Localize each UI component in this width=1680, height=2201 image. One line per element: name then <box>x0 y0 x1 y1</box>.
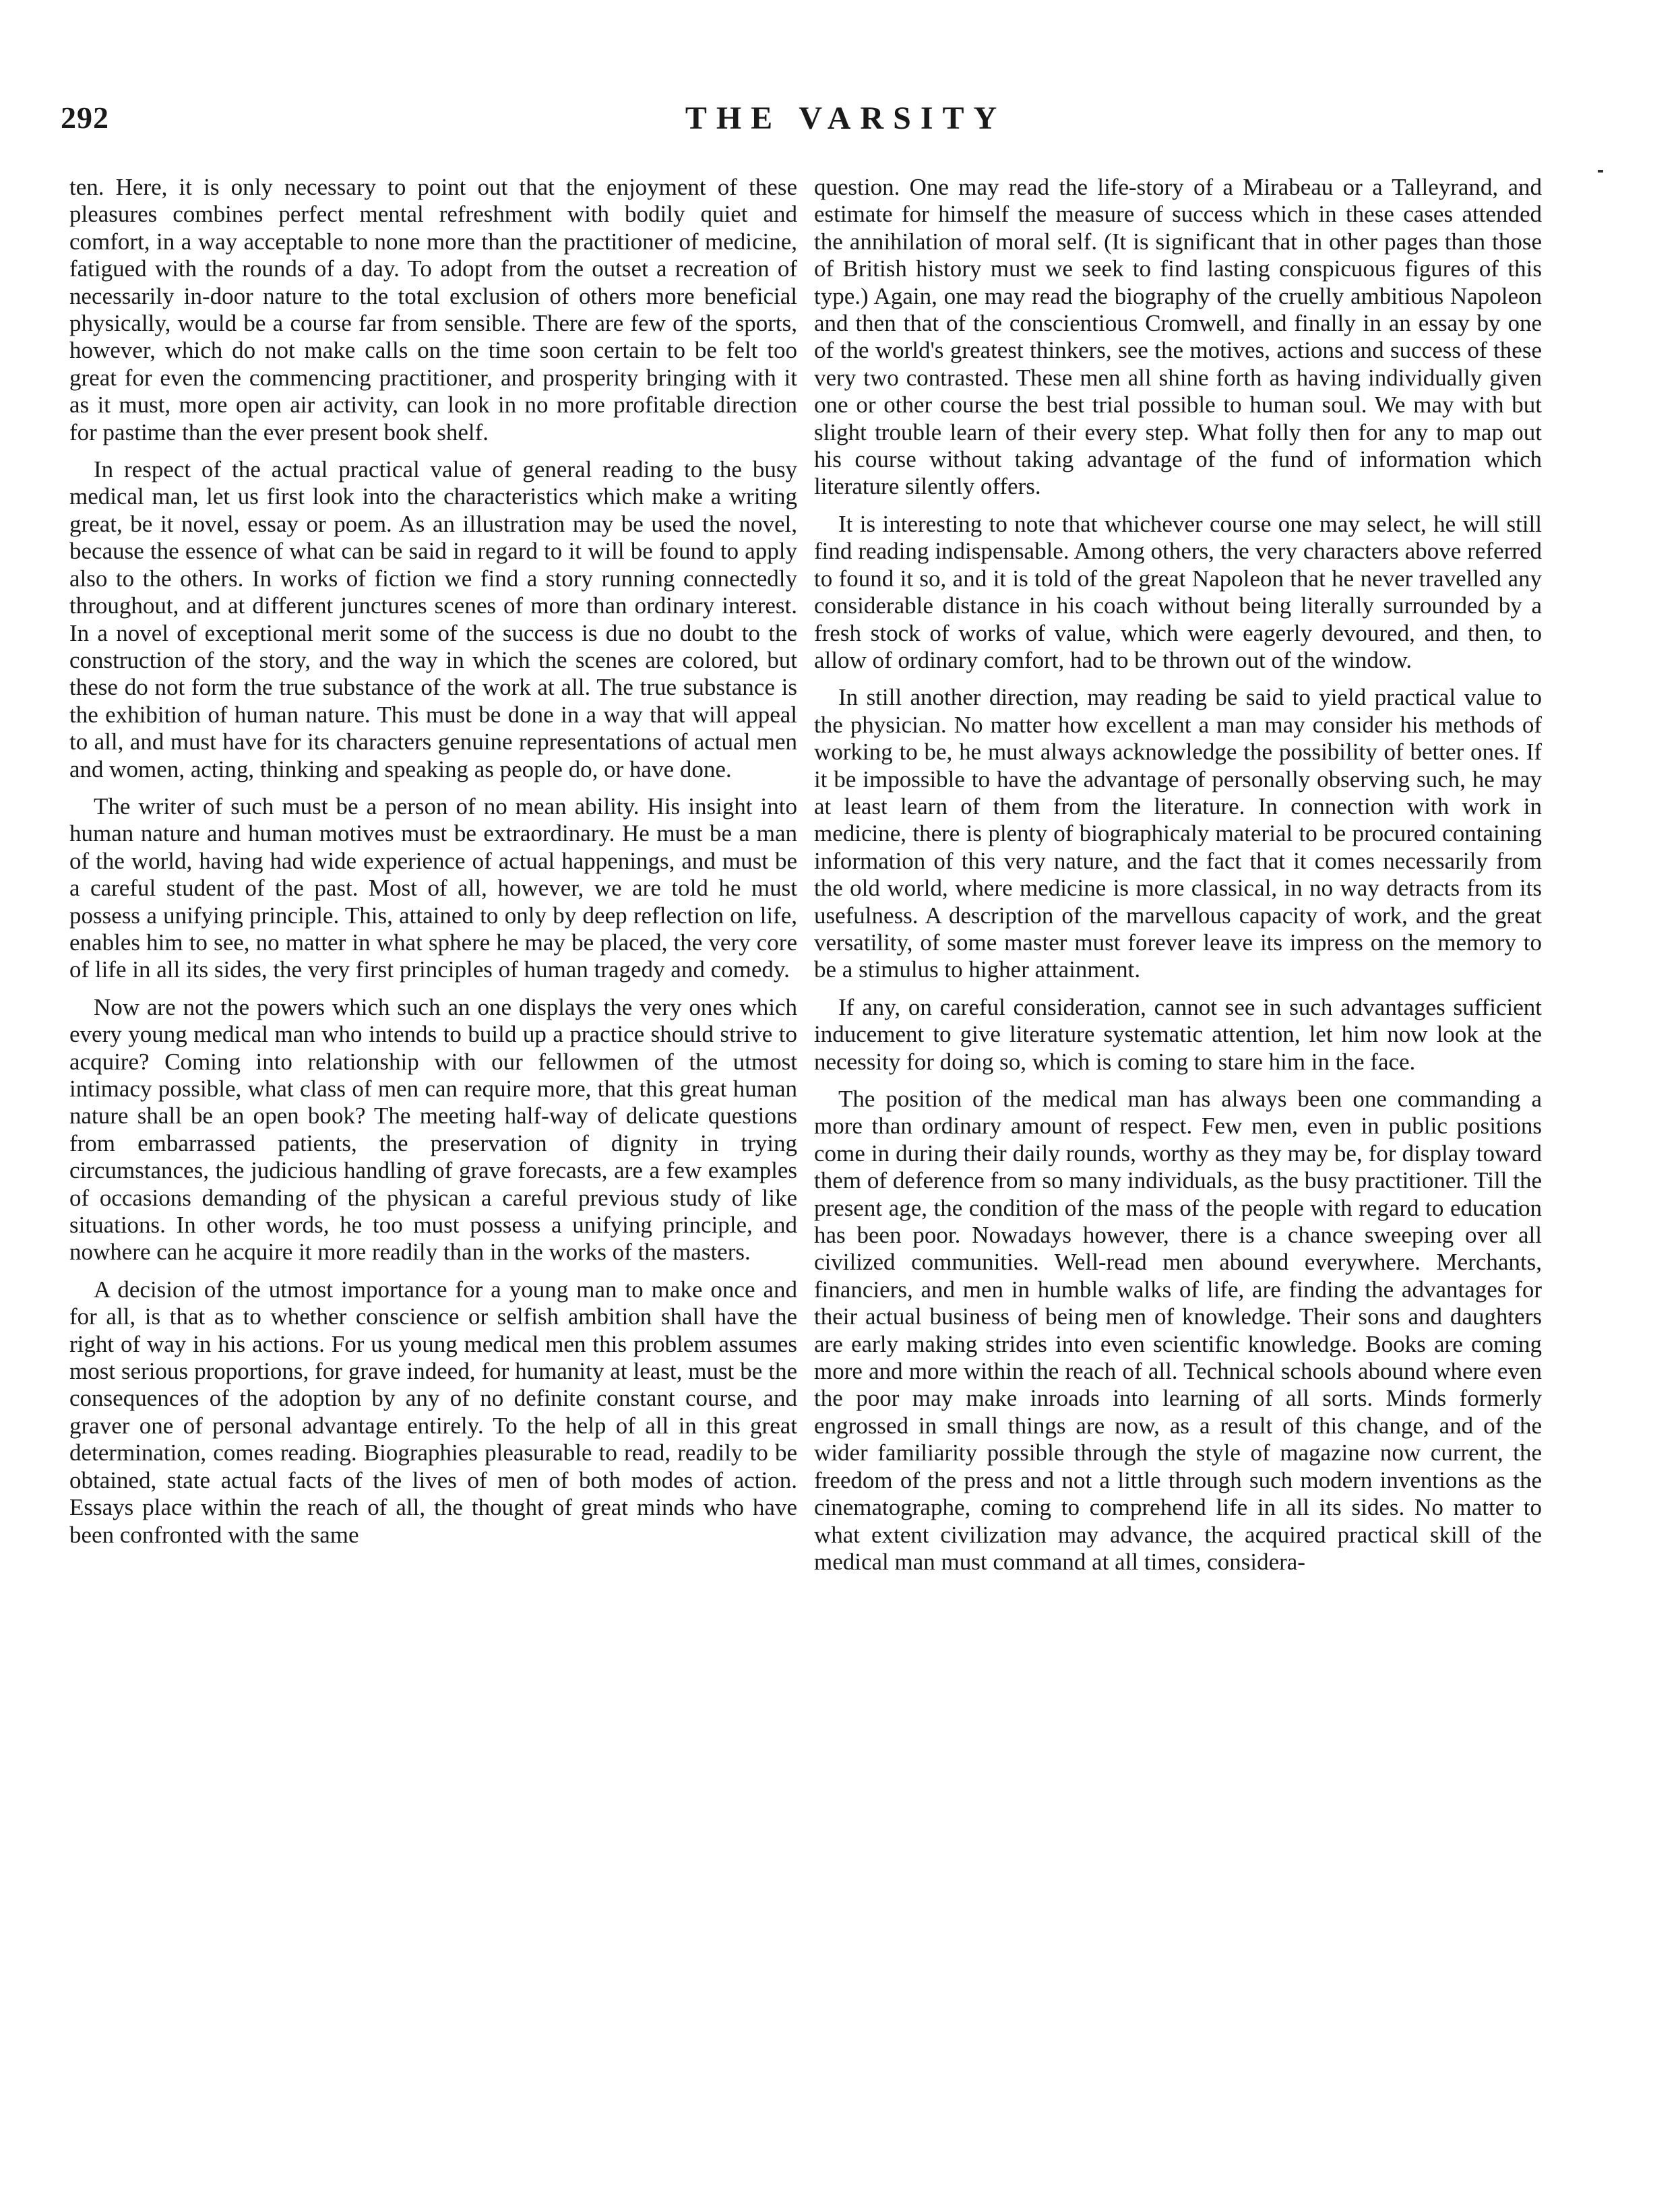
paragraph: ten. Here, it is only necessary to point out that the enjoyment of these pleasures combines perfect mental refreshment with bodily quiet and comfort, in a way acceptable to none more than the practitioner of medicine, fatigued with the rounds of a day. To adopt from the outset a recreation of necessarily in-door nature to the total exclusion of others more beneficial physically, would be a course far from sensible. There are few of the sports, however, which do not make calls on the time soon certain to be felt too great for even the commencing practitioner, and prosperity bringing with it as it must, more open air activity, can look in no more profitable direction for pastime than the ever present book shelf. <box>69 174 797 445</box>
paragraph: A decision of the utmost importance for a young man to make once and for all, is that as to whether conscience or selfish ambition shall have the right of way in his actions. For us young medical men this problem assumes most serious proportions, for grave indeed, for humanity at least, must be the consequences of the adoption by any of no definite constant course, and graver one of personal advantage entirely. To the help of all in this great determination, comes reading. Biographies pleasurable to read, readily to be obtained, state actual facts of the lives of men of both modes of action. Essays place within the reach of all, the thought of great minds who have been confronted with the same <box>69 1276 797 1548</box>
paragraph: question. One may read the life-story of a Mirabeau or a Talleyrand, and estimate for himself the measure of success which in these cases attended the annihilation of moral self. (It is significant that in other pages than those of British history must we seek to find lasting conspicuous figures of this type.) Again, one may read the biography of the cruelly ambitious Napoleon and then that of the conscientious Cromwell, and finally in an essay by one of the world's greatest thinkers, see the motives, actions and success of these very two contrasted. These men all shine forth as having individually given one or other course the best trial possible to human soul. We may with but slight trouble learn of their every step. What folly then for any to map out his course without taking advantage of the fund of information which literature silently offers. <box>814 174 1542 500</box>
paragraph: In still another direction, may reading be said to yield practical value to the physician. No matter how excellent a man may consider his methods of working to be, he must always acknowledge the possibility of better ones. If it be impossible to have the advantage of personally observing such, he may at least learn of them from the literature. In connection with work in medicine, there is plenty of biographicaly material to be procured containing information of this very nature, and the fact that it comes necessarily from the old world, where medicine is more classical, in no way detracts from its usefulness. A description of the marvellous capacity of work, and the great versatility, of some master must forever leave its impress on the memory to be a stimulus to higher attainment. <box>814 684 1542 983</box>
page-header <box>61 100 1631 154</box>
paragraph: The writer of such must be a person of no mean ability. His insight into human nature and human motives must be extraordinary. He must be a man of the world, having had wide experience of actual happenings, and must be a careful student of the past. Most of all, however, we are told he must possess a unifying principle. This, attained to only by deep reflection on life, enables him to see, no matter in what sphere he may be placed, the very core of life in all its sides, the very first principles of human tragedy and comedy. <box>69 793 797 983</box>
page-number: 292 <box>61 100 109 135</box>
left-column <box>69 174 797 1559</box>
paragraph: In respect of the actual practical value of general reading to the busy medical man, let us first look into the characteristics which make a writing great, be it novel, essay or poem. As an illustration may be used the novel, because the essence of what can be said in regard to it will be found to apply also to the others. In works of fiction we find a story running connectedly throughout, and at different junctures scenes of more than ordinary interest. In a novel of exceptional merit some of the success is due no doubt to the construction of the story, and the way in which the scenes are colored, but these do not form the true substance of the work at all. The true substance is the exhibition of human nature. This must be done in a way that will appeal to all, and must have for its characters genuine representations of actual men and women, acting, thinking and speaking as people do, or have done. <box>69 456 797 782</box>
print-mark <box>1598 170 1603 173</box>
running-title: THE VARSITY <box>685 100 1007 136</box>
paragraph: It is interesting to note that whichever course one may select, he will still find reading indispensable. Among others, the very characters above referred to found it so, and it is told of the great Napoleon that he never travelled any considerable distance in his coach without being literally surrounded by a fresh stock of works of value, which were eagerly devoured, and then, to allow of ordinary comfort, had to be thrown out of the window. <box>814 510 1542 673</box>
paragraph: The position of the medical man has always been one commanding a more than ordinary amount of respect. Few men, even in public positions come in during their daily rounds, worthy as they may be, for display toward them of deference from so many individuals, as the busy practitioner. Till the present age, the condition of the mass of the people with regard to education has been poor. Nowadays however, there is a chance sweeping over all civilized communities. Well-read men abound everywhere. Merchants, financiers, and men in humble walks of life, are finding the advantages for their actual business of being men of knowledge. Their sons and daughters are early making strides into even scientific knowledge. Books are coming more and more within the reach of all. Technical schools abound where even the poor may make inroads into learning of all sorts. Minds formerly engrossed in small things are now, as a result of this change, and of the wider familiarity possible through the style of magazine now current, the freedom of the press and not a little through such modern inventions as the cinematographe, coming to comprehend life in all its sides. No matter to what extent civilization may advance, the acquired practical skill of the medical man must command at all times, considera- <box>814 1086 1542 1575</box>
right-column <box>814 174 1542 1586</box>
paragraph: If any, on careful consideration, cannot see in such advantages sufficient inducement to give literature systematic attention, let him now look at the necessity for doing so, which is coming to stare him in the face. <box>814 993 1542 1075</box>
paragraph: Now are not the powers which such an one displays the very ones which every young medical man who intends to build up a practice should strive to acquire? Coming into relationship with our fellowmen of the utmost intimacy possible, what class of men can require more, that this great human nature shall be an open book? The meeting half-way of delicate questions from embarrassed patients, the preservation of dignity in trying circumstances, the judicious handling of grave forecasts, are a few examples of occasions demanding of the physican a careful previous study of like situations. In other words, he too must possess a unifying principle, and nowhere can he acquire it more readily than in the works of the masters. <box>69 993 797 1266</box>
